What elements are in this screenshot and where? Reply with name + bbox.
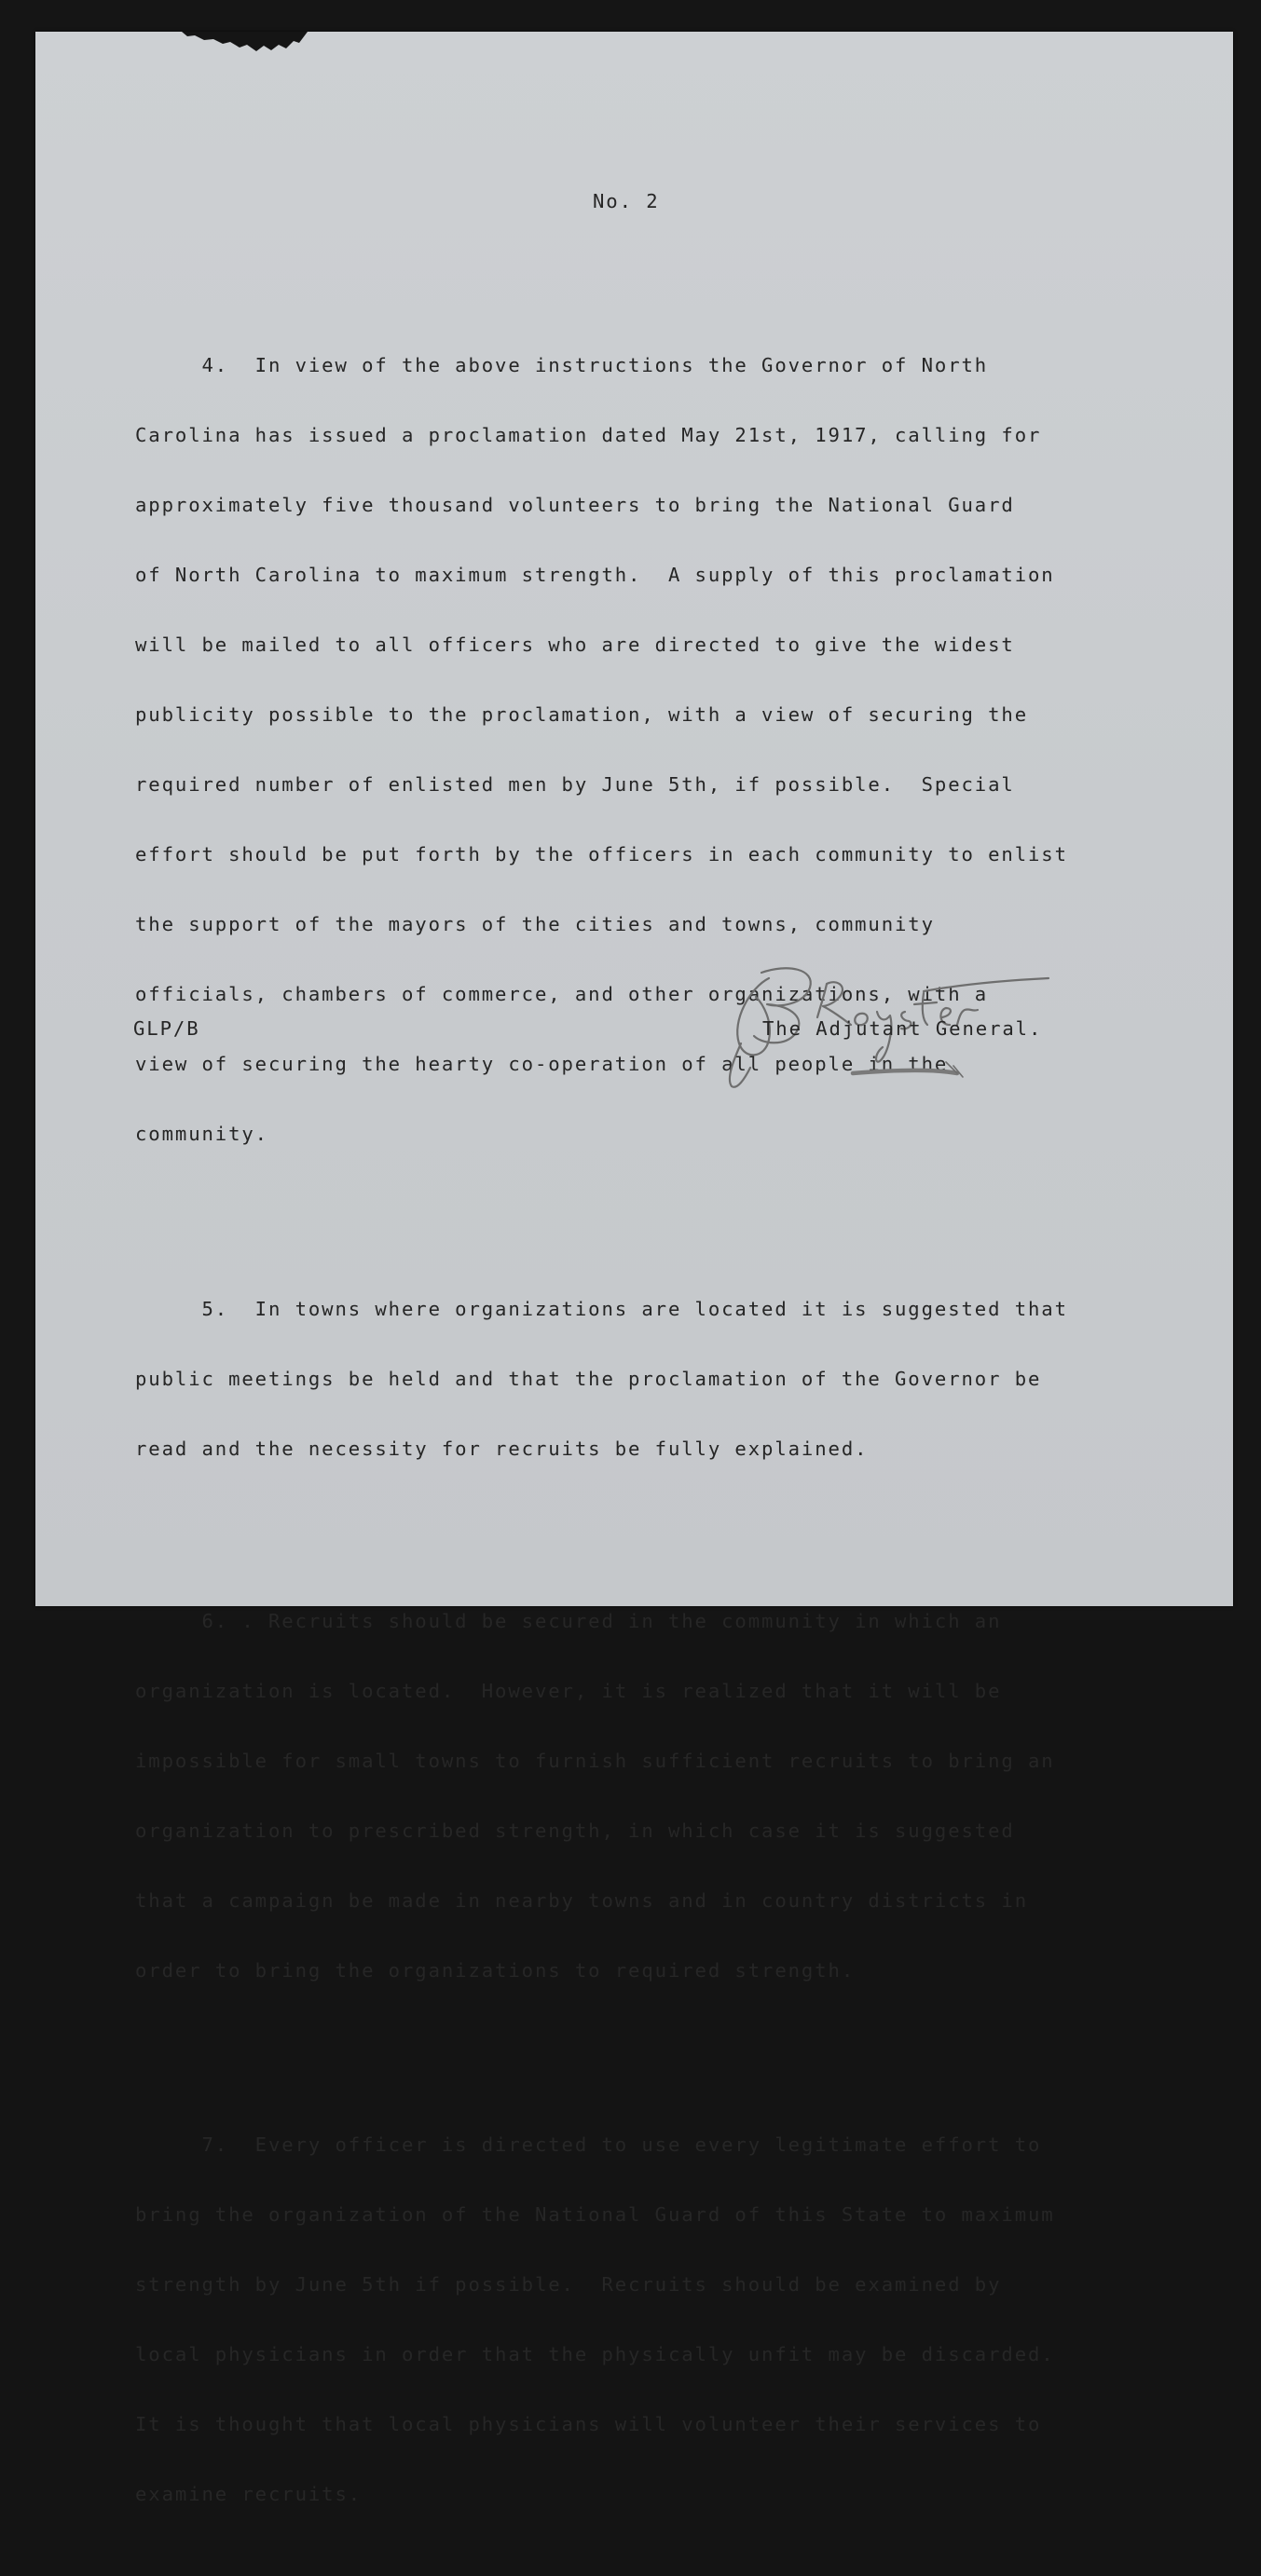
- text-line: community.: [135, 1123, 268, 1145]
- text-line: impossible for small towns to furnish sufficient recruits to bring an: [135, 1750, 1055, 1772]
- text-line: strength by June 5th if possible. Recruits should be examined by: [135, 2273, 1002, 2296]
- text-line: required number of enlisted men by June 5th, if possible. Special: [135, 773, 1015, 796]
- torn-edge: [182, 32, 308, 54]
- letter-body: [135, 261, 1068, 2576]
- text-line: of North Carolina to maximum strength. A supply of this proclamation: [135, 564, 1055, 586]
- text-line: examine recruits.: [135, 2483, 363, 2505]
- paragraph-6: [135, 1563, 1068, 2029]
- text-line: bring the organization of the National Guard of this State to maximum: [135, 2203, 1055, 2226]
- typist-initials: GLP/B: [133, 1017, 200, 1040]
- text-line: organization to prescribed strength, in which case it is suggested: [135, 1820, 1015, 1842]
- page-number: No. 2: [593, 190, 660, 212]
- text-line: the support of the mayors of the cities and towns, community: [135, 913, 935, 935]
- text-line: publicity possible to the proclamation, with a view of securing the: [135, 703, 1028, 726]
- text-line: approximately five thousand volunteers to bring the National Guard: [135, 494, 1015, 516]
- text-line: that a campaign be made in nearby towns and in country districts in: [135, 1889, 1028, 1912]
- text-line: It is thought that local physicians will volunteer their services to: [135, 2413, 1042, 2435]
- text-line: effort should be put forth by the officers in each community to enlist: [135, 843, 1068, 865]
- text-line: 7. Every officer is directed to use every legitimate effort to: [135, 2133, 1042, 2156]
- text-line: Carolina has issued a proclamation dated May 21st, 1917, calling for: [135, 424, 1042, 446]
- text-line: public meetings be held and that the proclamation of the Governor be: [135, 1368, 1042, 1390]
- text-line: local physicians in order that the physically unfit may be discarded.: [135, 2343, 1055, 2365]
- paragraph-5: [135, 1251, 1068, 1507]
- text-line: read and the necessity for recruits be fully explained.: [135, 1438, 869, 1460]
- text-line: 6. . Recruits should be secured in the community in which an: [135, 1610, 1002, 1632]
- signoff-title: The Adjutant General.: [762, 1017, 1043, 1040]
- text-line: organization is located. However, it is realized that it will be: [135, 1680, 1002, 1702]
- text-line: 4. In view of the above instructions the Governor of North: [135, 354, 989, 376]
- text-line: 5. In towns where organizations are located it is suggested that: [135, 1298, 1068, 1320]
- text-line: view of securing the hearty co-operation of all people in the: [135, 1053, 949, 1075]
- text-line: will be mailed to all officers who are directed to give the widest: [135, 634, 1015, 656]
- text-line: order to bring the organizations to required strength.: [135, 1959, 856, 1982]
- text-line: officials, chambers of commerce, and other organizations, with a: [135, 983, 989, 1005]
- paragraph-7: [135, 2087, 1068, 2553]
